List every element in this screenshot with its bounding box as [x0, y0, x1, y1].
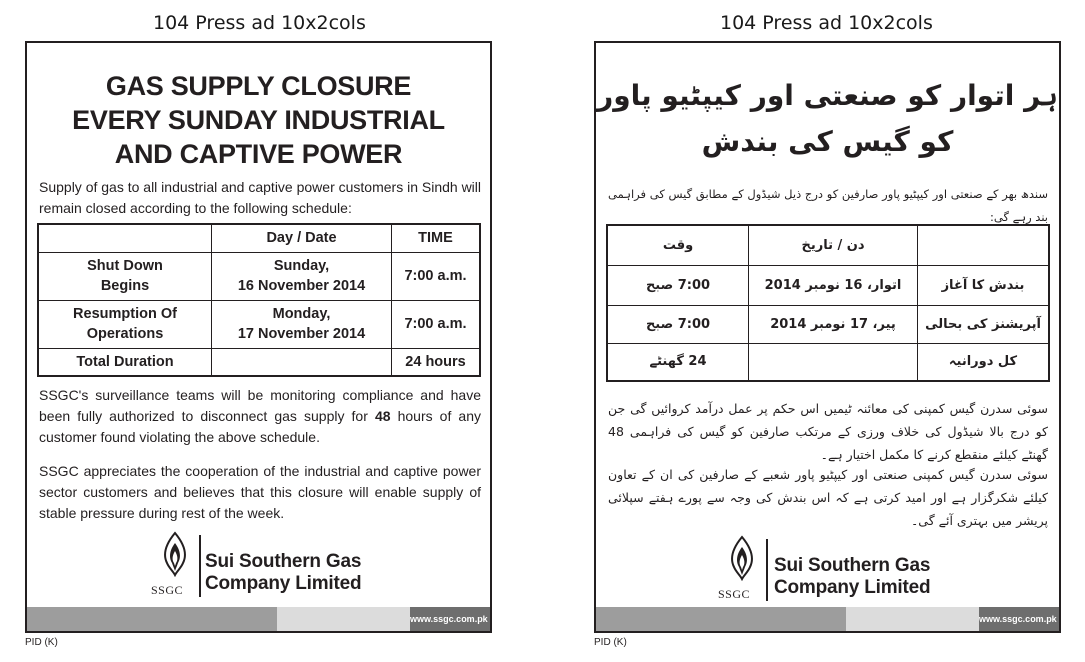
table-row	[607, 265, 1049, 305]
company-name-line-2: Company Limited	[774, 577, 931, 598]
row-date	[212, 252, 392, 300]
headline-line-1: GAS SUPPLY CLOSURE	[105, 71, 412, 101]
row-date-day: Sunday,	[273, 258, 330, 274]
urdu-total-empty	[749, 343, 918, 381]
pid-label-urdu: PID (K)	[594, 637, 627, 648]
urdu-schedule-table	[606, 224, 1050, 382]
company-name-line-1: Sui Southern Gas	[774, 555, 931, 576]
company-name-urdu-panel	[774, 555, 930, 599]
para2-hours: 48	[374, 408, 391, 424]
table-total-row	[38, 348, 480, 376]
footer-bar-urdu	[596, 607, 1059, 631]
total-value: 24 hours	[392, 348, 481, 376]
urdu-row-date: پیر، 17 نومبر 2014	[749, 305, 918, 343]
urdu-header-empty	[918, 225, 1050, 265]
company-name-line-2: Company Limited	[205, 573, 362, 594]
logo-ssgc-text: SSGC	[151, 583, 184, 597]
urdu-table-header-row	[607, 225, 1049, 265]
row-date-full: 16 November 2014	[237, 278, 366, 294]
row-date-full: 17 November 2014	[237, 326, 366, 342]
urdu-row-time: 7:00 صبح	[607, 265, 749, 305]
urdu-intro-paragraph: سندھ بھر کے صنعتی اور کیپٹیو پاور صارفین کو درج ذیل شیڈول کے مطابق گیس کی فراہمی بند رہے گی:	[608, 187, 1048, 224]
row-time: 7:00 a.m.	[392, 300, 481, 348]
english-headline	[27, 69, 490, 171]
urdu-total-value: 24 گھنٹے	[607, 343, 749, 381]
row-date-day: Monday,	[272, 306, 331, 322]
total-label: Total Duration	[38, 348, 212, 376]
para2-post: hours of any customer found violating the above schedule.	[39, 408, 482, 445]
header-empty	[38, 224, 212, 252]
table-row	[38, 252, 480, 300]
urdu-row-time: 7:00 صبح	[607, 305, 749, 343]
header-day-date: Day / Date	[212, 224, 392, 252]
company-name-line-1: Sui Southern Gas	[205, 551, 362, 572]
urdu-total-label: کل دورانیہ	[918, 343, 1050, 381]
headline-line-2: EVERY SUNDAY INDUSTRIAL	[72, 105, 445, 135]
footer-bar-light	[277, 607, 410, 631]
urdu-table-total-row	[607, 343, 1049, 381]
urdu-surveillance-paragraph: سوئی سدرن گیس کمپنی کی معائنہ ٹیمیں اس حکم پر عمل درآمد کروائیں گی جن کو درج بالا شیڈول کی خلاف ورزی کے مرتکب صارفین کو گیس کی فراہمی 48 گھنٹے کیلئے منقطع کرنے کا مکمل اختیار ہے۔	[608, 401, 1048, 462]
footer-bar	[27, 607, 490, 631]
table-row	[607, 305, 1049, 343]
row-label: Shut Down Begins	[38, 252, 212, 300]
ssgc-logo-urdu	[714, 535, 954, 607]
intro-paragraph: Supply of gas to all industrial and captive power customers in Sindh will remain closed according to the following schedule:	[39, 179, 482, 216]
urdu-headline-line-1: ہر اتوار کو صنعتی اور کیپٹیو پاور	[597, 79, 1058, 112]
urdu-row-date: اتوار، 16 نومبر 2014	[749, 265, 918, 305]
urdu-header-time: وقت	[607, 225, 749, 265]
para2-pre: SSGC's surveillance teams will be monitoring compliance and have been fully authorized to disconnect gas supply for	[39, 387, 481, 424]
schedule-table	[37, 223, 481, 377]
surveillance-paragraph	[39, 385, 481, 448]
row-label: Resumption Of Operations	[38, 300, 212, 348]
row-date	[212, 300, 392, 348]
footer-bar-light	[846, 607, 979, 631]
urdu-appreciation-paragraph: سوئی سدرن گیس کمپنی صنعتی اور کیپٹیو پاور شعبے کے صارفین کی ان کے تعاون کیلئے شکرگزار ہے اور امید کرتی ہے کہ اس بندش کی وجہ سے پورے ہفتے سپلائی پریشر میں بہتری آئے گی۔	[608, 467, 1048, 528]
row-time: 7:00 a.m.	[392, 252, 481, 300]
table-row	[38, 300, 480, 348]
flame-icon	[724, 535, 760, 581]
header-time: TIME	[392, 224, 481, 252]
website-link[interactable]: www.ssgc.com.pk	[410, 607, 490, 631]
flame-icon	[157, 531, 193, 577]
ssgc-logo	[149, 531, 379, 603]
ad-caption-english: 104 Press ad 10x2cols	[153, 12, 366, 34]
pid-label-english: PID (K)	[25, 637, 58, 648]
urdu-header-day-date: دن / تاریخ	[749, 225, 918, 265]
urdu-row-label: آپریشنز کی بحالی	[918, 305, 1050, 343]
english-ad-panel	[25, 41, 492, 633]
urdu-row-label: بندش کا آغاز	[918, 265, 1050, 305]
urdu-headline-line-2: کو گیس کی بندش	[701, 125, 954, 158]
appreciation-paragraph: SSGC appreciates the cooperation of the industrial and captive power sector customers and believes that this closure will enable supply of stable pressure during rest of the week.	[39, 463, 481, 521]
total-empty	[212, 348, 392, 376]
headline-line-3: AND CAPTIVE POWER	[114, 139, 403, 169]
logo-divider	[766, 539, 768, 601]
logo-divider	[199, 535, 201, 597]
table-header-row	[38, 224, 480, 252]
urdu-ad-panel	[594, 41, 1061, 633]
ad-caption-urdu: 104 Press ad 10x2cols	[720, 12, 933, 34]
logo-ssgc-text: SSGC	[718, 587, 751, 601]
company-name	[205, 551, 361, 595]
website-link-urdu[interactable]: www.ssgc.com.pk	[979, 607, 1059, 631]
